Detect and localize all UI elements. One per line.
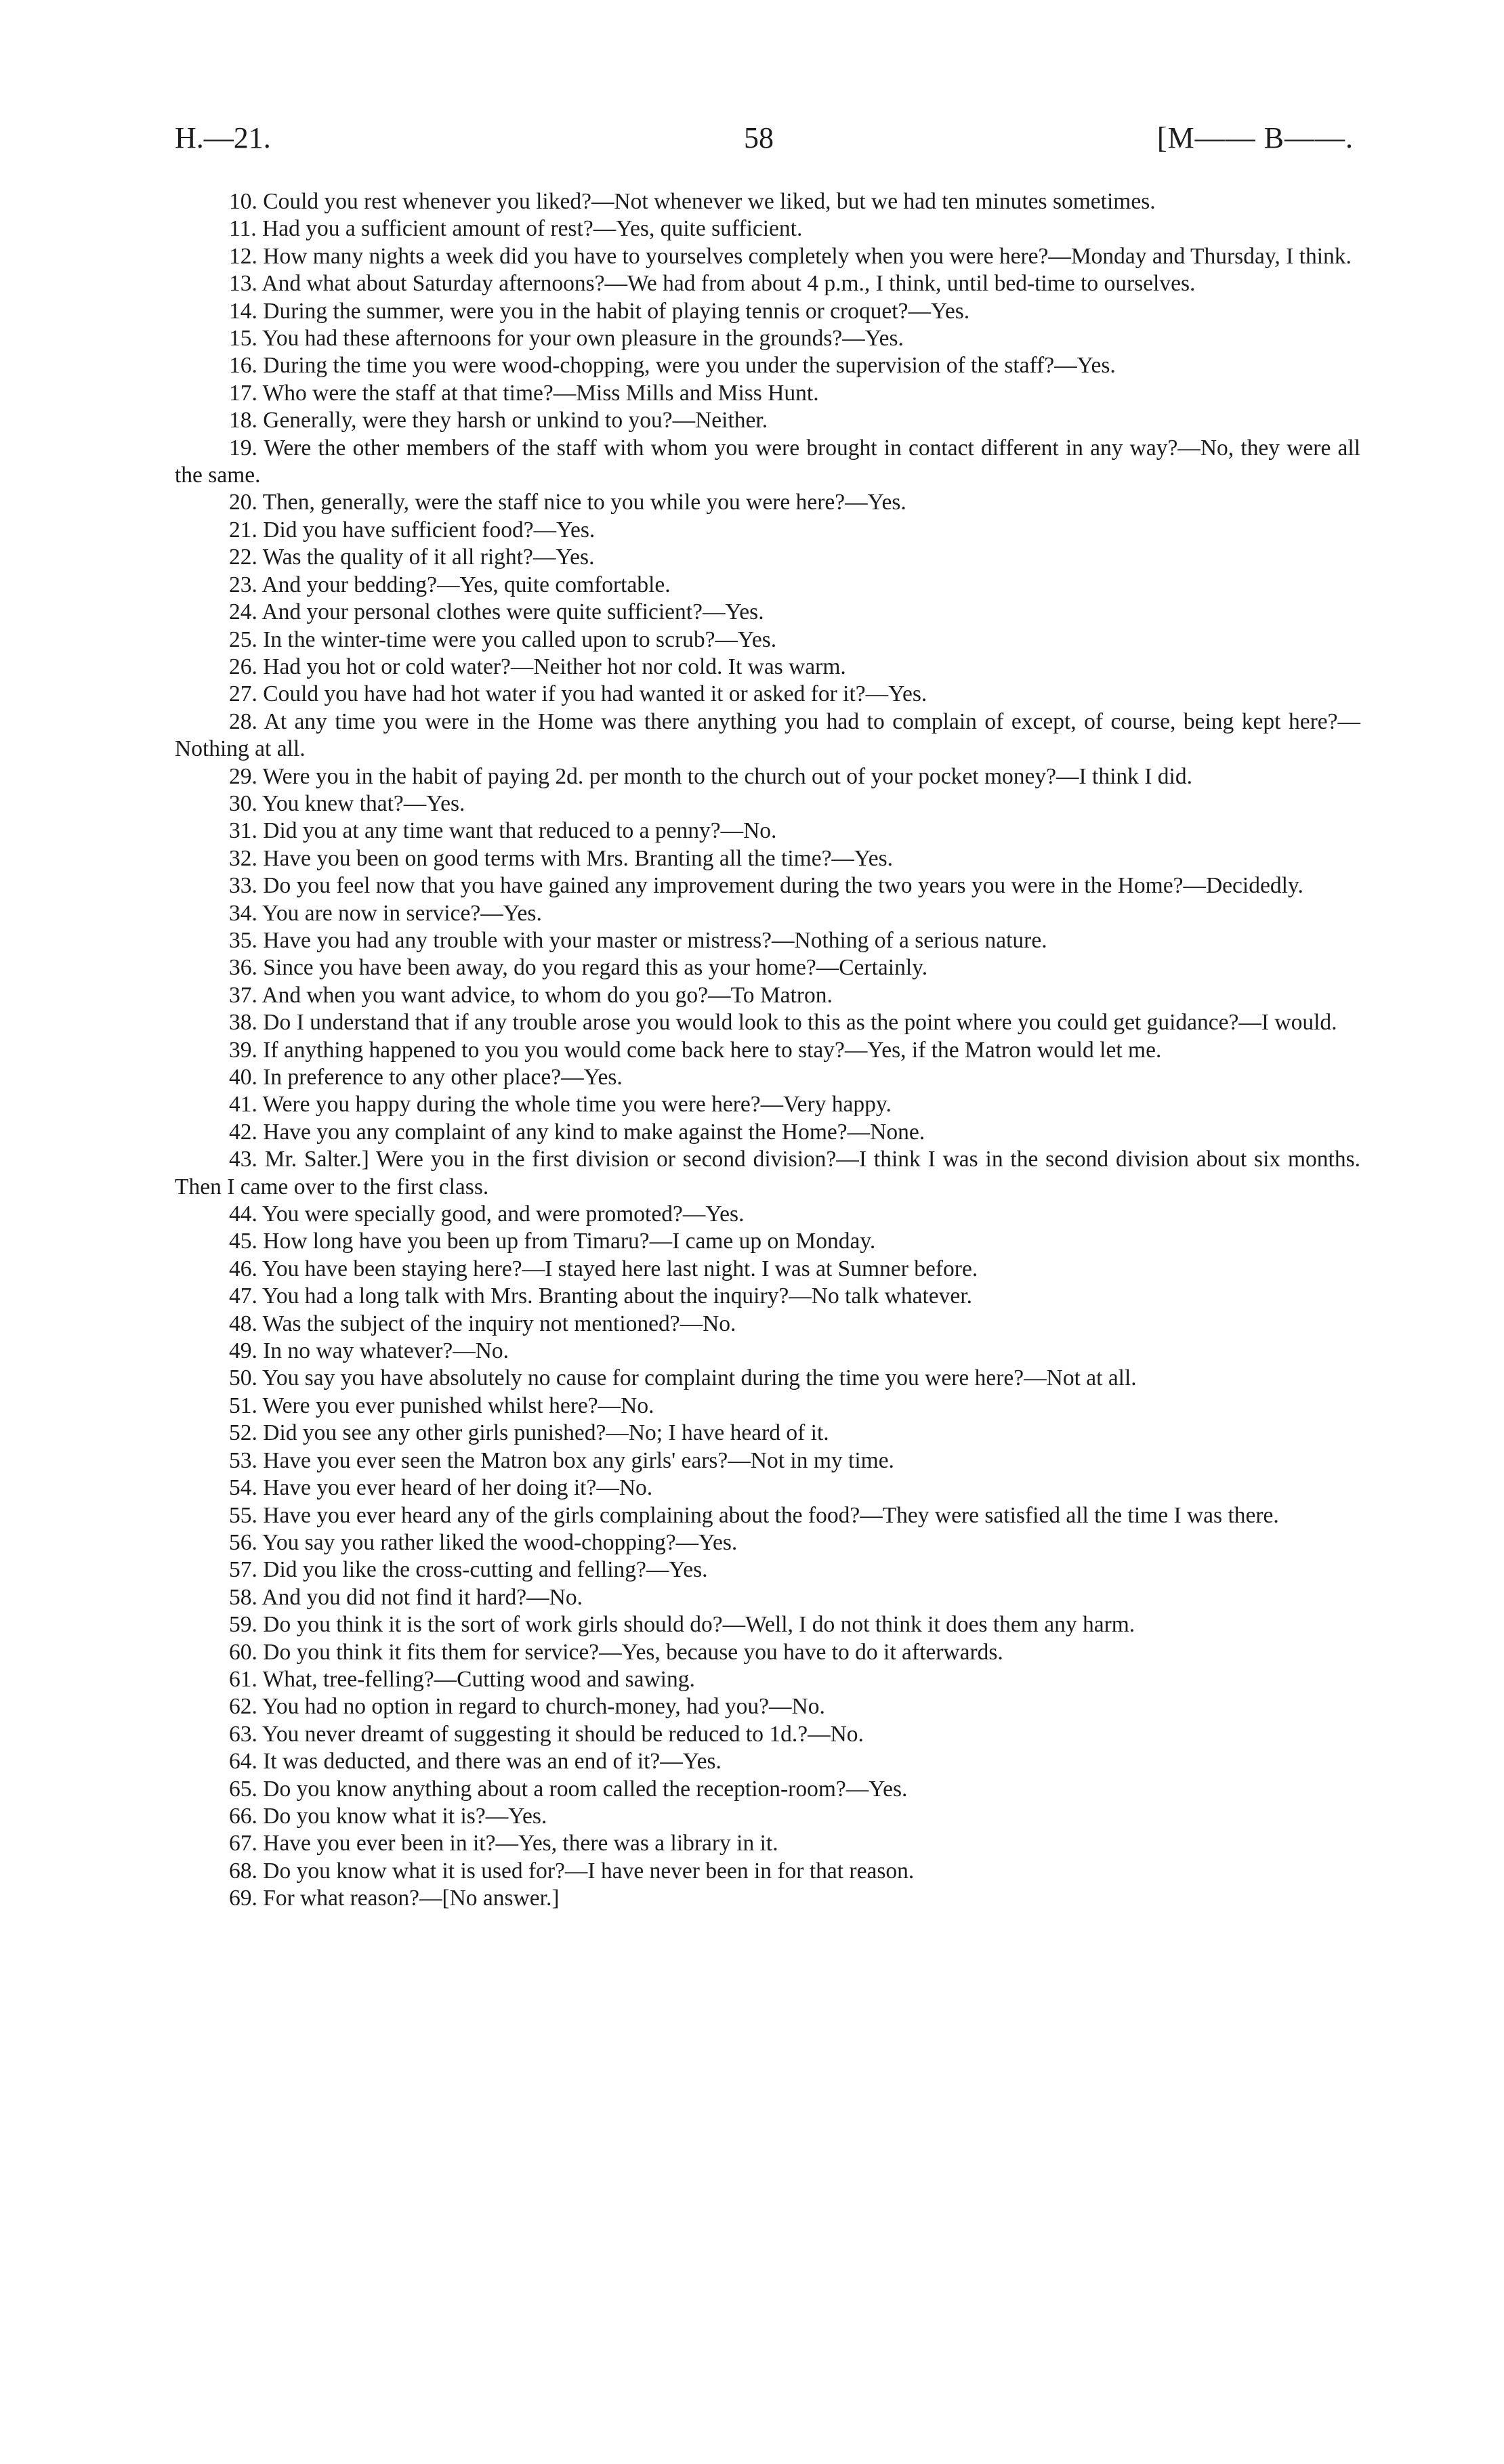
question-paragraph: 16. During the time you were wood-chopping, were you under the supervision of the staff?—Yes. bbox=[229, 353, 1116, 379]
question-paragraph: 35. Have you had any trouble with your master or mistress?—Nothing of a serious nature. bbox=[229, 927, 1047, 953]
question-paragraph: 15. You had these afternoons for your own pleasure in the grounds?—Yes. bbox=[229, 326, 904, 352]
question-paragraph: 51. Were you ever punished whilst here?—No. bbox=[229, 1393, 654, 1418]
question-paragraph: 33. Do you feel now that you have gained any improvement during the two years you were in the Home?—Decidedly. bbox=[229, 873, 1303, 899]
question-paragraph: 42. Have you any complaint of any kind to make against the Home?—None. bbox=[229, 1119, 925, 1145]
question-paragraph: 54. Have you ever heard of her doing it?—No. bbox=[229, 1475, 653, 1501]
question-paragraph: 64. It was deducted, and there was an end of it?—Yes. bbox=[229, 1749, 722, 1775]
question-paragraph: 60. Do you think it fits them for service?—Yes, because you have to do it afterwards. bbox=[229, 1639, 1003, 1665]
question-paragraph: 19. Were the other members of the staff with whom you were brought in contact different in any way?—No, they were all the same. bbox=[175, 435, 1360, 488]
question-paragraph: 44. You were specially good, and were promoted?—Yes. bbox=[229, 1202, 745, 1227]
question-paragraph: 49. In no way whatever?—No. bbox=[229, 1338, 509, 1364]
header-right-note: [M—— B——. bbox=[1156, 121, 1354, 154]
question-paragraph: 62. You had no option in regard to church-money, had you?—No. bbox=[229, 1694, 825, 1720]
question-paragraph: 65. Do you know anything about a room called the reception-room?—Yes. bbox=[229, 1776, 908, 1802]
question-paragraph: 17. Who were the staff at that time?—Miss Mills and Miss Hunt. bbox=[229, 380, 819, 406]
question-paragraph: 68. Do you know what it is used for?—I have never been in for that reason. bbox=[229, 1858, 915, 1884]
page-header bbox=[175, 121, 1354, 168]
question-paragraph: 55. Have you ever heard any of the girls complaining about the food?—They were satisfied all the time I was there. bbox=[229, 1502, 1279, 1528]
page-number: 58 bbox=[744, 121, 774, 154]
question-paragraph: 32. Have you been on good terms with Mrs. Branting all the time?—Yes. bbox=[229, 845, 894, 871]
question-paragraph: 24. And your personal clothes were quite sufficient?—Yes. bbox=[229, 599, 764, 625]
question-paragraph: 28. At any time you were in the Home was there anything you had to complain of except, of course, being kept here?—Nothing at all. bbox=[175, 708, 1360, 762]
question-paragraph: 37. And when you want advice, to whom do you go?—To Matron. bbox=[229, 982, 833, 1008]
testimony-body bbox=[175, 188, 1360, 1913]
question-paragraph: 30. You knew that?—Yes. bbox=[229, 790, 465, 816]
question-paragraph: 41. Were you happy during the whole time you were here?—Very happy. bbox=[229, 1092, 892, 1118]
question-paragraph: 57. Did you like the cross-cutting and felling?—Yes. bbox=[229, 1557, 708, 1583]
question-paragraph: 50. You say you have absolutely no cause for complaint during the time you were here?—Not at all. bbox=[229, 1365, 1137, 1391]
question-paragraph: 26. Had you hot or cold water?—Neither hot nor cold. It was warm. bbox=[229, 654, 846, 679]
question-paragraph: 58. And you did not find it hard?—No. bbox=[229, 1584, 583, 1610]
question-paragraph: 53. Have you ever seen the Matron box any girls' ears?—Not in my time. bbox=[229, 1447, 894, 1473]
question-paragraph: 34. You are now in service?—Yes. bbox=[229, 900, 542, 926]
question-paragraph: 13. And what about Saturday afternoons?—We had from about 4 p.m., I think, until bed-time to ourselves. bbox=[229, 271, 1196, 297]
question-paragraph: 11. Had you a sufficient amount of rest?—Yes, quite sufficient. bbox=[229, 216, 803, 242]
document-reference: H.—21. bbox=[175, 121, 271, 154]
question-paragraph: 27. Could you have had hot water if you had wanted it or asked for it?—Yes. bbox=[229, 681, 927, 707]
question-paragraph: 67. Have you ever been in it?—Yes, there was a library in it. bbox=[229, 1831, 778, 1856]
question-paragraph: 14. During the summer, were you in the habit of playing tennis or croquet?—Yes. bbox=[229, 298, 970, 324]
question-paragraph: 36. Since you have been away, do you regard this as your home?—Certainly. bbox=[229, 955, 928, 981]
question-paragraph: 25. In the winter-time were you called upon to scrub?—Yes. bbox=[229, 626, 777, 652]
question-paragraph: 45. How long have you been up from Timaru?—I came up on Monday. bbox=[229, 1229, 876, 1254]
question-paragraph: 39. If anything happened to you you would come back here to stay?—Yes, if the Matron would let me. bbox=[229, 1037, 1162, 1063]
question-paragraph: 20. Then, generally, were the staff nice to you while you were here?—Yes. bbox=[229, 490, 906, 515]
question-paragraph: 31. Did you at any time want that reduced to a penny?—No. bbox=[229, 818, 777, 844]
question-paragraph: 18. Generally, were they harsh or unkind to you?—Neither. bbox=[229, 408, 768, 433]
question-paragraph: 61. What, tree-felling?—Cutting wood and sawing. bbox=[229, 1666, 695, 1692]
question-paragraph: 59. Do you think it is the sort of work girls should do?—Well, I do not think it does them any harm. bbox=[229, 1612, 1135, 1638]
question-paragraph: 48. Was the subject of the inquiry not mentioned?—No. bbox=[229, 1311, 736, 1336]
question-paragraph: 22. Was the quality of it all right?—Yes. bbox=[229, 545, 595, 570]
question-paragraph: 47. You had a long talk with Mrs. Branting about the inquiry?—No talk whatever. bbox=[229, 1283, 972, 1309]
question-paragraph: 52. Did you see any other girls punished?—No; I have heard of it. bbox=[229, 1420, 829, 1446]
question-paragraph: 66. Do you know what it is?—Yes. bbox=[229, 1803, 547, 1829]
question-paragraph: 12. How many nights a week did you have to yourselves completely when you were here?—Monday and Thursday, I think. bbox=[229, 243, 1352, 269]
question-paragraph: 46. You have been staying here?—I stayed here last night. I was at Sumner before. bbox=[229, 1256, 978, 1281]
question-paragraph: 56. You say you rather liked the wood-chopping?—Yes. bbox=[229, 1529, 738, 1555]
question-paragraph: 23. And your bedding?—Yes, quite comfortable. bbox=[229, 572, 671, 597]
question-paragraph: 69. For what reason?—[No answer.] bbox=[229, 1886, 560, 1911]
question-paragraph: 29. Were you in the habit of paying 2d. per month to the church out of your pocket money?—I think I did. bbox=[229, 763, 1192, 789]
question-paragraph: 38. Do I understand that if any trouble arose you would look to this as the point where you could get guidance?—I would. bbox=[229, 1010, 1337, 1036]
question-paragraph: 40. In preference to any other place?—Yes. bbox=[229, 1065, 623, 1090]
question-paragraph: 43. Mr. Salter.] Were you in the first division or second division?—I think I was in the second division about six months. Then I came over to the first class. bbox=[175, 1147, 1360, 1199]
question-paragraph: 21. Did you have sufficient food?—Yes. bbox=[229, 517, 596, 543]
question-paragraph: 63. You never dreamt of suggesting it should be reduced to 1d.?—No. bbox=[229, 1721, 864, 1747]
question-paragraph: 10. Could you rest whenever you liked?—Not whenever we liked, but we had ten minutes sometimes. bbox=[229, 189, 1156, 214]
